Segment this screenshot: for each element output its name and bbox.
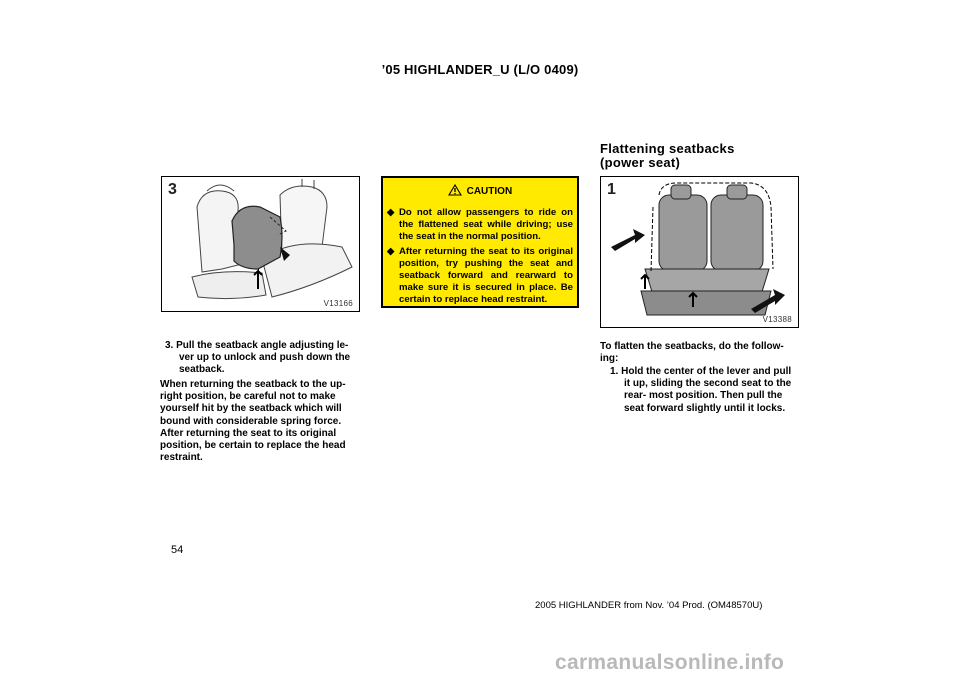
caution-item (387, 207, 573, 243)
step-line: rear- most position. Then pull the (624, 390, 783, 402)
figure-code: V13388 (762, 315, 792, 324)
caution-title: CAUTION (466, 186, 513, 197)
watermark: carmanualsonline.info (555, 651, 785, 674)
text-line: yourself hit by the seatback which will (160, 403, 342, 415)
step-line: it up, sliding the second seat to the (624, 378, 792, 390)
rear-seat-illustration (601, 177, 798, 327)
step-line: 1. Hold the center of the lever and pull (610, 366, 792, 377)
seat-figure-3 (161, 176, 360, 312)
text-line: bound with considerable spring force. (160, 415, 342, 427)
text-line: ing: (600, 353, 619, 365)
figure-number: 1 (607, 181, 616, 198)
text-line: After returning the seat to its original (160, 428, 337, 439)
caution-list (383, 207, 577, 306)
diamond-bullet-icon: ◆ (387, 207, 395, 218)
text-line: right position, be careful not to make (160, 391, 336, 403)
figure-code: V13166 (323, 299, 353, 308)
step-line: ver up to unlock and push down the (179, 352, 351, 364)
caution-item (387, 246, 573, 306)
text-line: position, be certain to replace the head (160, 440, 346, 452)
section-title (600, 142, 735, 170)
text-line: To flatten the seatbacks, do the follow- (600, 341, 784, 352)
section-title-line: (power seat) (600, 155, 681, 170)
caution-heading (383, 184, 577, 197)
step-line: seatback. (179, 364, 225, 376)
document-header: ’05 HIGHLANDER_U (L/O 0409) (381, 62, 579, 77)
caution-box (381, 176, 579, 308)
step-1 (600, 366, 805, 415)
step-line: seat forward slightly until it locks. (624, 402, 786, 414)
paragraph-replace-restraint (160, 428, 365, 465)
seat-illustration (162, 177, 359, 311)
step-3 (160, 340, 363, 377)
flatten-intro (600, 341, 805, 365)
seat-figure-1 (600, 176, 799, 328)
caution-item-text: After returning the seat to its original position, try pushing the seat and seatback forward and rearward to make sure it is secured in place. Be certain to replace head restraint. (399, 246, 573, 305)
section-title-line: Flattening seatbacks (600, 141, 735, 156)
warning-triangle-icon (448, 184, 462, 196)
document-footer: 2005 HIGHLANDER from Nov. ’04 Prod. (OM48570U) (535, 600, 763, 611)
figure-number: 3 (168, 181, 177, 198)
diamond-bullet-icon: ◆ (387, 246, 395, 257)
step-line: 3. Pull the seatback angle adjusting le- (165, 340, 349, 351)
text-line: When returning the seatback to the up- (160, 379, 346, 390)
paragraph-returning-seatback (160, 379, 365, 428)
caution-item-text: Do not allow passengers to ride on the flattened seat while driving; use the seat in the normal position. (399, 207, 573, 242)
text-line: restraint. (160, 452, 203, 464)
page-number: 54 (171, 544, 184, 556)
